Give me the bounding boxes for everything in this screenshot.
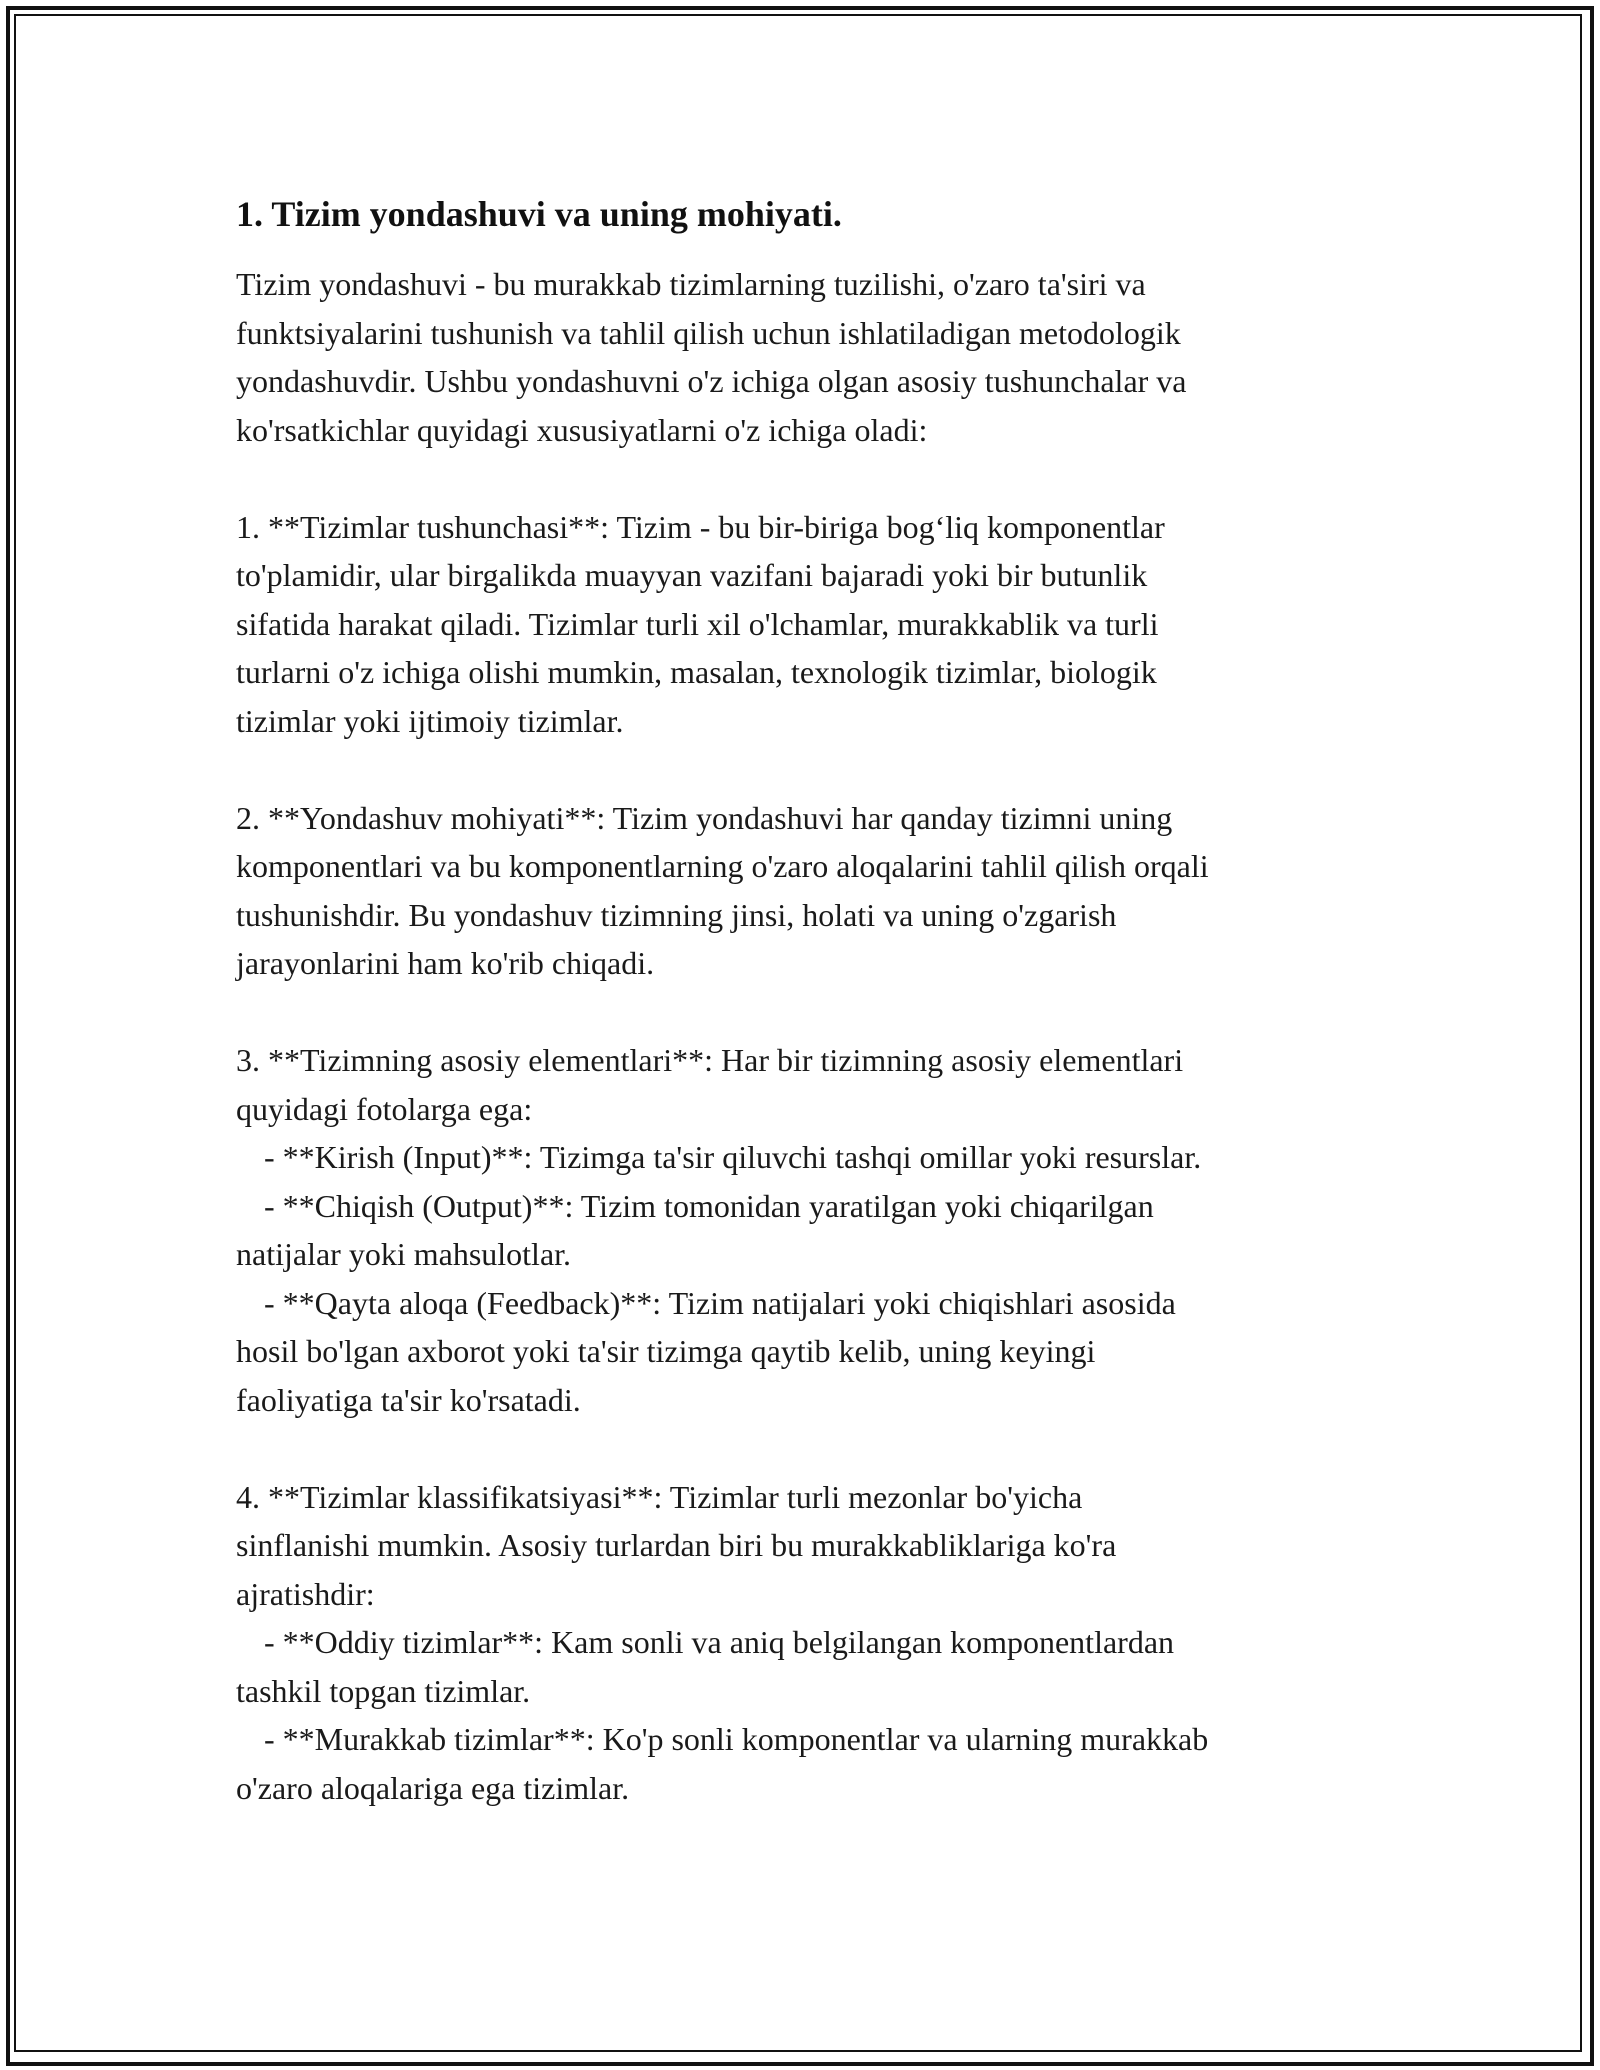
paragraph-gap (236, 454, 1376, 503)
list-item-feedback: - **Qayta aloqa (Feedback)**: Tizim natijalari yoki chiqishlari asosida (264, 1284, 1176, 1321)
section-line: tushunishdir. Bu yondashuv tizimning jinsi, holati va uning o'zgarish (236, 896, 1117, 933)
section-line: komponentlari va bu komponentlarning o'zaro aloqalarini tahlil qilish orqali (236, 848, 1209, 884)
section-line: jarayonlarini ham ko'rib chiqadi. (236, 945, 655, 981)
paragraph-gap (236, 1424, 1376, 1473)
list-item-simple-systems: - **Oddiy tizimlar**: Kam sonli va aniq belgilangan komponentlardan (264, 1624, 1175, 1660)
section-approach-essence (236, 794, 1376, 988)
section-line: 3. **Tizimning asosiy elementlari**: Har bir tizimning asosiy elementlari (236, 1042, 1184, 1078)
section-line: sinflanishi mumkin. Asosiy turlardan biri bu murakkabliklariga ko'ra (236, 1527, 1117, 1563)
list-item-continuation: faoliyatiga ta'sir ko'rsatadi. (236, 1381, 581, 1418)
list-item-continuation: o'zaro aloqalariga ega tizimlar. (236, 1769, 630, 1806)
intro-line: funktsiyalarini tushunish va tahlil qilish uchun ishlatiladigan metodologik (236, 314, 1181, 351)
document-body (236, 180, 1376, 1812)
intro-line: Tizim yondashuvi - bu murakkab tizimlarning tuzilishi, o'zaro ta'siri va (236, 266, 1146, 302)
paragraph-gap (236, 988, 1376, 1037)
section-systems-concept (236, 503, 1376, 746)
list-item-input: - **Kirish (Input)**: Tizimga ta'sir qiluvchi tashqi omillar yoki resurslar. (264, 1139, 1202, 1175)
section-system-elements (236, 1036, 1376, 1424)
section-line: quyidagi fotolarga ega: (236, 1090, 533, 1127)
paragraph-gap (236, 745, 1376, 794)
list-item-continuation: hosil bo'lgan axborot yoki ta'sir tizimga qaytib kelib, uning keyingi (236, 1333, 1096, 1369)
section-line: ajratishdir: (236, 1575, 375, 1612)
section-line: 4. **Tizimlar klassifikatsiyasi**: Tizimlar turli mezonlar bo'yicha (236, 1478, 1083, 1515)
intro-paragraph (236, 260, 1376, 454)
section-classification (236, 1473, 1376, 1813)
section-line: 2. **Yondashuv mohiyati**: Tizim yondashuvi har qanday tizimni uning (236, 799, 1173, 836)
section-line: turlarni o'z ichiga olishi mumkin, masalan, texnologik tizimlar, biologik (236, 654, 1157, 690)
list-item-continuation: natijalar yoki mahsulotlar. (236, 1236, 572, 1272)
section-line: sifatida harakat qiladi. Tizimlar turli xil o'lchamlar, murakkablik va turli (236, 605, 1159, 642)
intro-line: ko'rsatkichlar quyidagi xususiyatlarni o'z ichiga oladi: (236, 411, 928, 448)
page-title: 1. Tizim yondashuvi va uning mohiyati. (236, 194, 842, 234)
section-line: tizimlar yoki ijtimoiy tizimlar. (236, 702, 624, 739)
list-item-complex-systems: - **Murakkab tizimlar**: Ko'p sonli komponentlar va ularning murakkab (264, 1721, 1209, 1757)
section-line: to'plamidir, ular birgalikda muayyan vazifani bajaradi yoki bir butunlik (236, 557, 1148, 593)
section-line: 1. **Tizimlar tushunchasi**: Tizim - bu bir-biriga bog‘liq komponentlar (236, 508, 1165, 545)
list-item-output: - **Chiqish (Output)**: Tizim tomonidan yaratilgan yoki chiqarilgan (264, 1187, 1154, 1224)
list-item-continuation: tashkil topgan tizimlar. (236, 1672, 531, 1709)
intro-line: yondashuvdir. Ushbu yondashuvni o'z ichiga olgan asosiy tushunchalar va (236, 363, 1187, 399)
